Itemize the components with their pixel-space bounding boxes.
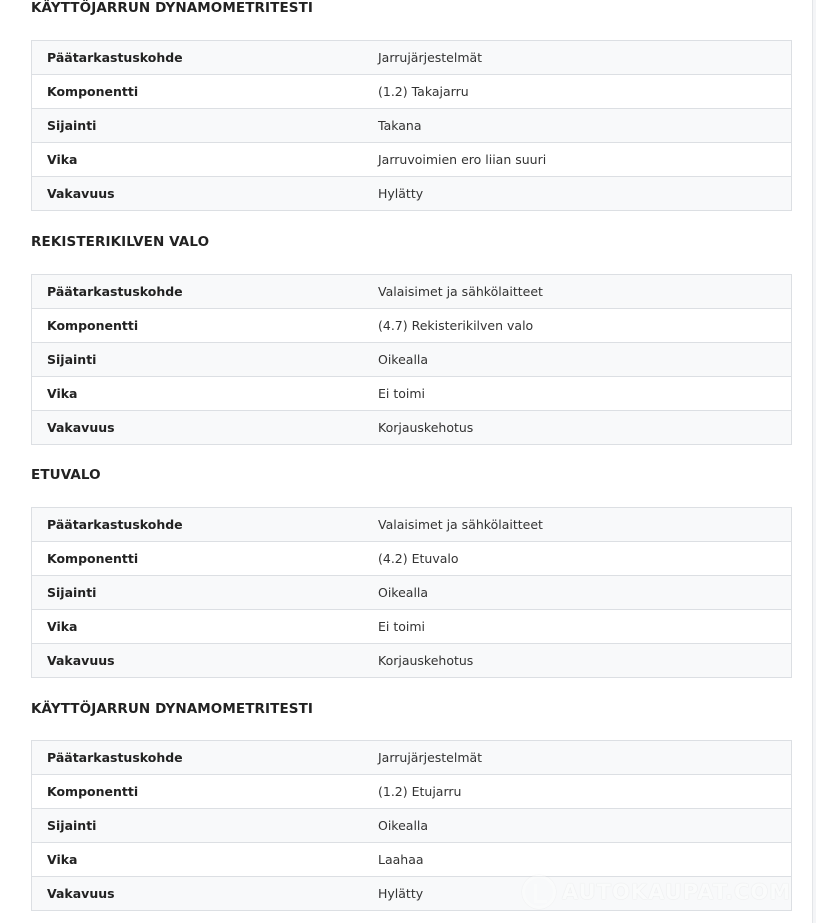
table-row [32,644,792,678]
section-title-brake-test-front: KÄYTTÖJARRUN DYNAMOMETRITESTI [31,701,314,717]
row-value-severity: Hylätty [363,877,792,911]
defect-table-license-plate-light [31,274,792,445]
row-value-location: Takana [363,109,792,143]
row-value-main-item: Valaisimet ja sähkölaitteet [378,284,543,299]
row-label-location: Sijainti [32,109,364,143]
section-title-headlight: ETUVALO [31,467,101,483]
table-row [32,177,792,211]
row-value-defect: Laahaa [363,843,792,877]
row-label-defect: Vika [32,843,364,877]
table-row [32,411,792,445]
row-value-defect: Jarruvoimien ero liian suuri [363,143,792,177]
table-row [32,75,792,109]
table-row [32,610,792,644]
row-value-defect: Ei toimi [363,610,792,644]
table-row [32,309,792,343]
table-row [32,377,792,411]
row-label-main-item: Päätarkastuskohde [47,50,183,65]
row-value-location: Oikealla [363,576,792,610]
row-value-defect: Ei toimi [363,377,792,411]
row-label-location: Sijainti [32,576,364,610]
row-value-component: (1.2) Etujarru [363,775,792,809]
row-label-severity: Vakavuus [32,411,364,445]
row-value-severity: Korjauskehotus [363,411,792,445]
table-row [32,275,792,309]
row-label-defect: Vika [32,377,364,411]
row-label-defect: Vika [32,143,364,177]
table-row [32,508,792,542]
row-value-component: (4.2) Etuvalo [363,542,792,576]
table-row [32,775,792,809]
table-row [32,143,792,177]
table-row [32,542,792,576]
row-value-component: (1.2) Takajarru [363,75,792,109]
section-title-license-plate-light: REKISTERIKILVEN VALO [31,234,210,250]
row-value-main-item: Jarrujärjestelmät [378,750,483,765]
defect-table-brake-test-front [31,740,792,911]
row-value-severity: Korjauskehotus [363,644,792,678]
defect-table-brake-test-rear [31,40,792,211]
table-row [32,109,792,143]
row-label-component: Komponentti [32,542,364,576]
row-value-component: (4.7) Rekisterikilven valo [363,309,792,343]
row-label-defect: Vika [32,610,364,644]
table-row [32,809,792,843]
table-row [32,343,792,377]
defect-table-headlight [31,507,792,678]
row-label-main-item: Päätarkastuskohde [47,284,183,299]
row-label-main-item: Päätarkastuskohde [47,750,183,765]
watermark-text: AUTOKAUPAT.COM [562,880,792,904]
row-label-severity: Vakavuus [32,877,364,911]
table-row [32,576,792,610]
row-value-severity: Hylätty [363,177,792,211]
table-row [32,741,792,775]
row-label-component: Komponentti [32,309,364,343]
table-row [32,843,792,877]
row-label-location: Sijainti [32,343,364,377]
row-label-main-item: Päätarkastuskohde [47,517,183,532]
row-label-component: Komponentti [32,75,364,109]
table-row [32,41,792,75]
row-value-main-item: Valaisimet ja sähkölaitteet [378,517,543,532]
table-row [32,877,792,911]
row-value-location: Oikealla [363,809,792,843]
row-label-location: Sijainti [32,809,364,843]
section-title-brake-test-rear: KÄYTTÖJARRUN DYNAMOMETRITESTI [31,0,314,16]
row-label-severity: Vakavuus [32,177,364,211]
row-value-location: Oikealla [363,343,792,377]
row-label-severity: Vakavuus [32,644,364,678]
row-value-main-item: Jarrujärjestelmät [378,50,483,65]
row-label-component: Komponentti [32,775,364,809]
